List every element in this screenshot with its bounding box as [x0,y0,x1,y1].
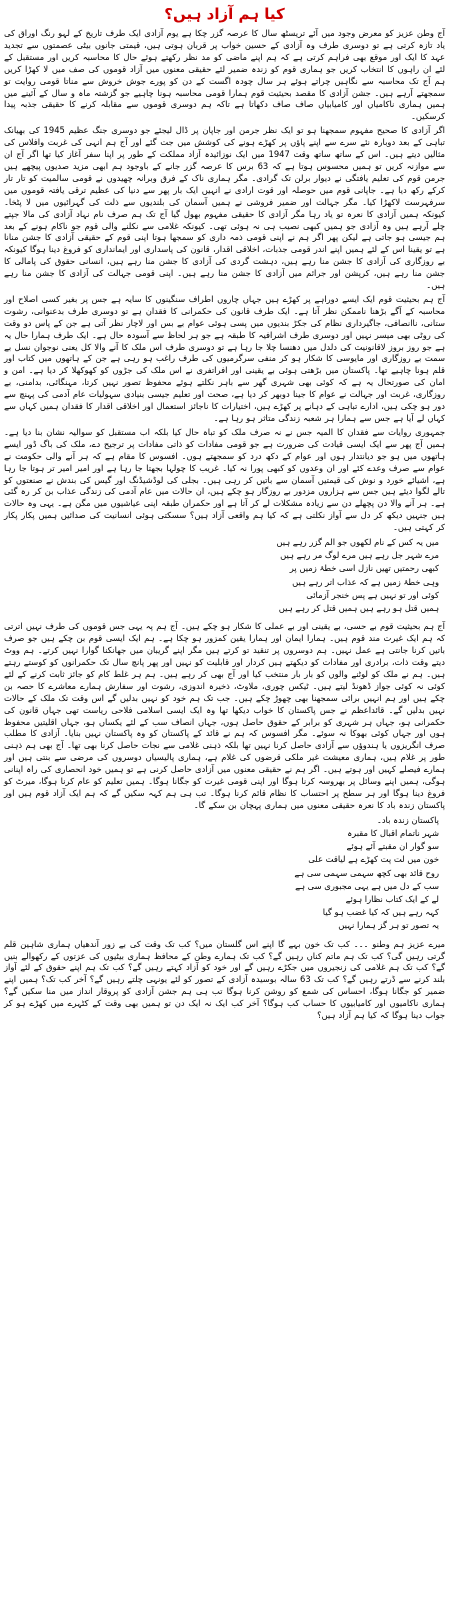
article-paragraph: جمہوری روایات سے فقدان کا المیہ جس نے نہ صرف ملک کو تباہ حال کیا بلکہ اب مستقبل کو سوالیہ نشان بنا دیا ہے۔ ہمیں آج پھر سے ایک ایسی قیادت کی ضرورت ہے جو قومی مفادات کو ذاتی مفادات پر ترجیح دے، ملک کی باگ ڈور ایسے ہاتھوں میں ہو جو دیانتدار ہوں اور عوام کے دکھ درد کو سمجھتے ہوں۔ افسوس کا مقام ہے کہ ہر آنے والی حکومت نے عوام سے صرف وعدے کئے اور ان وعدوں کو کبھی پورا نہ کیا۔ غریب کا چولہا بجھتا جا رہا ہے اور امیر امیر تر ہوتا جا رہا ہے، اشیائے خورد و نوش کی قیمتیں آسمان سے باتیں کر رہی ہیں۔ بجلی کی لوڈشیڈنگ اور گیس کی بندش نے صنعتوں کو تالے لگوا دیئے ہیں جس سے ہزاروں مزدور بے روزگار ہو چکے ہیں، ان حالات میں عام آدمی کی زندگی عذاب بن کر رہ گئی ہے۔ ہر آنے والا دن پچھلے دن سے زیادہ مشکلات لے کر آتا ہے اور حکمران طبقہ اپنی عیاشیوں میں مگن ہے۔ یہی وہ حالات ہیں جنہیں دیکھ کر دل سے آواز نکلتی ہے کہ کیا ہم واقعی آزاد ہیں؟ سسکتی ہوئی انسانیت کی صدائیں ہمیں پکار پکار کر کہتی ہیں۔ [4,426,445,533]
article-paragraph: آج ہم بحیثیت قوم ایک ایسے دوراہے پر کھڑے ہیں جہاں چاروں اطراف سنگینوں کا سایہ ہے جس پر بغیر کسی اصلاح اور محاسبہ کے آگے بڑھنا ناممکن نظر آتا ہے۔ ایک طرف قانون کی حکمرانی کا فقدان ہے تو دوسری طرف بدعنوانی، رشوت ستانی، ناانصافی، جاگیرداری نظام کی جکڑ بندیوں میں پسی ہوئی عوام بے بس اور لاچار نظر آتی ہے جن کے پاس دو وقت کی روٹی بھی میسر نہیں اور دوسری طرف اشرافیہ کا طبقہ ہے جو ہر لحاظ سے آسودہ حال ہے۔ ایک طرف ہمارا حال یہ ہے جو روز بروز لاقانونیت کی دلدل میں دھنسا چلا جا رہا ہے تو دوسری طرف اس ملک کا آنے والا کل یعنی نوجوان نسل بے سمت بے روزگاری اور مایوسی کا شکار ہو کر منفی سرگرمیوں کی طرف راغب ہو رہی ہے جن کے ہاتھوں میں کتاب اور قلم ہونا چاہیے تھا۔ پاکستان میں بڑھتی ہوئی بے یقینی اور افراتفری نے اس ملک کی جڑوں کو کھوکھلا کر دیا ہے۔ امن و امان کی صورتحال یہ ہے کہ کوئی بھی شہری گھر سے باہر نکلتے ہوئے محفوظ تصور نہیں کرتا، مہنگائی، بدامنی، بے روزگاری، غربت اور جہالت نے عوام کا جینا دوبھر کر دیا ہے، صحت اور تعلیم جیسی بنیادی سہولیات عام آدمی کی پہنچ سے دور ہو چکی ہیں، ادارے تباہی کے دہانے پر کھڑے ہیں، اختیارات کا ناجائز استعمال اور اخلاقی اقدار کا فقدان ہمیں کہاں سے کہاں لے آیا ہے جس سے ہمارا ہر شعبہ زندگی متاثر ہو رہا ہے۔ [4,293,445,423]
poem-line: کہہ رہے ہیں کہ کیا غضب ہو گیا [322,907,439,918]
poem-line: شہر ناتمام اقبال کا مقبرہ [347,827,439,838]
article-paragraph: آج وطن عزیز کو معرض وجود میں آئے تریسٹھ سال کا عرصہ گزر چکا ہے یوم آزادی ایک طرف تاریخ کے لہو رنگ اوراق کی یاد تازہ کرتی ہے تو دوسری طرف وہ آزادی کے حسین خواب پر قربان ہوتی ہیں، قیمتی جانوں بیٹی عصمتوں سے تجدید عہد کا ایک اور موقع بھی فراہم کرتی ہے کہ ہم اپنے ماضی کو مد نظر رکھتے ہوئے حال کا محاسبہ کریں اور مستقبل کے لئے ان راہوں کا انتخاب کریں جو ہماری قوم کو زندہ ضمیر لئے حقیقی معنوں میں آزاد قوموں کی صف میں لا کھڑا کریں ہم آج تک محاسبہ سے نگاہیں چراتے ہوئے ہر سال چودہ اگست کے دن کو پورے جوش خروش سے مناتا قومی روایت تو سمجھتے آرہے ہیں۔ جشن آزادی کا مقصد بحیثیت قوم ہمارا قومی محاسبہ ہونا چاہیے جو گزشتہ ماہ و سال کے آئینے میں ہمیں ہماری ناکامیاں اور کامیابیاں صاف صاف دکھاتا ہے تاکہ ہم دوسری قوموں سے مقابلہ کرنے کا حقیقی جذبہ پیدا کرسکیں۔ [4,28,445,122]
poem-line: خون میں لت پت کھڑے ہے لیاقت علی [308,854,439,865]
article-paragraph: آج ہم بحیثیت قوم بے حسی، بے یقینی اور بے عملی کا شکار ہو چکے ہیں۔ آج ہم پہ یہی جس قوموں کی طرف نہیں اترتی کہ ہم ایک غیرت مند قوم ہیں۔ ہمارا ایمان اور ہمارا یقین کمزور ہو چکا ہے۔ ہم ایک ایسی قوم بن چکے ہیں جو صرف باتیں کرنا جانتی ہے عمل نہیں۔ ہم دوسروں پر تنقید تو کرتے ہیں مگر اپنے گریبان میں جھانکنا گوارا نہیں کرتے۔ ہم ووٹ دیتے وقت ذات، برادری اور مفادات کو دیکھتے ہیں کردار اور قابلیت کو نہیں اور پھر پانچ سال تک حکمرانوں کو کوستے رہتے ہیں۔ ہم نے ملک کو لوٹنے والوں کو بار بار منتخب کیا اور آج بھی کر رہے ہیں۔ ہم ہر غلط کام کو جائز ثابت کرنے کے لئے کوئی نہ کوئی جواز ڈھونڈ لیتے ہیں۔ ٹیکس چوری، ملاوٹ، ذخیرہ اندوزی، رشوت اور سفارش ہمارے معاشرے کا حصہ بن چکے ہیں اور ہم انہیں برائی سمجھنا بھی چھوڑ چکے ہیں۔ جب تک ہم خود کو نہیں بدلیں گے اس وقت تک ملک کے حالات نہیں بدلیں گے۔ قائداعظم نے جس پاکستان کا خواب دیکھا تھا وہ ایک ایسی اسلامی فلاحی ریاست تھی جہاں قانون کی حکمرانی ہو، جہاں ہر شہری کو برابر کے حقوق حاصل ہوں، جہاں انصاف سب کے لئے یکساں ہو، جہاں اقلیتیں محفوظ ہوں اور جہاں کوئی بھوکا نہ سوئے۔ مگر افسوس کہ ہم نے قائد کے پاکستان کو وہ پاکستان نہیں بنایا۔ آزادی کا مطلب صرف انگریزوں یا ہندوؤں سے آزادی حاصل کرنا نہیں تھا بلکہ ذہنی غلامی سے نجات حاصل کرنا بھی تھا۔ آج بھی ہم ذہنی طور پر غلام ہیں، ہماری معیشت غیر ملکی قرضوں کی غلام ہے، ہماری پالیسیاں دوسروں کی مرضی سے بنتی ہیں اور ہمارے فیصلے کہیں اور ہوتے ہیں۔ اگر ہم نے حقیقی معنوں میں آزادی حاصل کرنی ہے تو ہمیں خود انحصاری کی راہ اپنانی ہوگی، ہمیں اپنے وسائل پر بھروسہ کرنا ہوگا اور اپنی قومی غیرت کو جگانا ہوگا۔ ہمیں تعلیم کو عام کرنا ہوگا، میرٹ کو فروغ دینا ہوگا اور ہر سطح پر احتساب کا نظام قائم کرنا ہوگا۔ تب ہی ہم کہہ سکیں گے کہ ہم ایک آزاد قوم ہیں اور پاکستان زندہ باد کا نعرہ حقیقی معنوں میں ہماری پہچان بن سکے گا۔ [4,621,445,810]
poem-line: پاکستان زندہ باد۔ [376,814,439,825]
poem-block [4,814,445,933]
poem-line: یہ تصور تو ہر گز ہمارا نہیں [338,920,439,931]
poem-line: سب کے دل میں ہے یہی مجبوری سی ہے [295,880,439,891]
article-paragraph: اگر آزادی کا صحیح مفہوم سمجھنا ہو تو ایک نظر جرمن اور جاپان پر ڈال لیجئے جو دوسری جنگ عظیم 1945 کی بھیانک تباہی کے بعد دوبارہ نئے سرے سے اپنے پاؤں پر کھڑے ہونے کی کوشش میں جت گئے اور آج ہم انہی کی غربت وافلاس کی مثالیں دیتے ہیں۔ اس کے ساتھ ساتھ وقت 1947 میں ایک نوزائیدہ آزاد مملکت کے طور پر اپنا سفر آغاز کیا تھا اگر آج ان سے موازنہ کریں تو ہمیں محسوس ہوتا ہے کہ 63 برس کا عرصہ گزر جانے کے باوجود ہم ابھی مزید صدیوں پیچھے ہیں جرمن قوم کی تعلیم یافتگی نے دیوار برلن تک گرادی۔ مگر ہماری ناک کے فرق وبرانہ چھیدوں نے قومی سالمیت کو تار تار کرکے رکھ دیا ہے۔ جاپانی قوم میں حوصلہ اور قوت ارادی نے انہیں ایک بار پھر سے دنیا کی عظیم ترقی یافتہ قوموں میں سرفہرست لاکھڑا کیا۔ مگر جہالت اور ضمیر فروشی نے ہمیں آسمان کی بلندیوں سے ذلت کی گہرائیوں میں لا پٹخا۔ کیونکہ ہمیں آزادی کا نعرہ تو یاد رہا مگر آزادی کا حقیقی مفہوم بھول گیا آج تک ہم صرف نام نہاد آزادی کی مالا جپتے چلے آرہے ہیں وہ آزادی جو ہمیں کبھی نصیب ہی نہ ہوئی تھی۔ کیونکہ غلامی سے نکلنے والی قوم جو ناکام ہونے کے بعد ہم جیسی ہو جاتی ہے لیکن پھر اگر ہم نے اپنی قومی ذمہ داری کو سمجھا ہوتا اپنی قوم کے حقیقی آزادی کا جشن منانا ہے تو یقینا اس کے لئے ہمیں اپنے اندر قومی جذبات، اخلاقی اقدار، قانون کی پاسداری اور ایمانداری کو فروغ دینا ہوگا کیونکہ بے روزگاری کی آزادی کا جشن منا رہے ہیں، دہشت گردی کی آزادی کا جشن منا رہے ہیں، انسانی حقوق کی پامالی کا جشن منا رہے ہیں، کرپشن اور جرائم میں آزادی کا جشن منا رہے ہیں۔ اپنی قومی جہالت کی آزادی کا جشن منا رہے ہیں۔ [4,125,446,291]
poem-line: سو گوار ان مقبتے آئے ہوئے [346,841,439,852]
poem-line: مرے شہر جل رہے ہیں مرے لوگ مر رہے ہیں [280,550,439,561]
article-title: کیا ہم آزاد ہیں؟ [164,5,285,23]
poem-line: وہی خطۂ زمیں ہے کہ عذاب اتر رہے ہیں [292,576,439,587]
poem-line: ہمیں قتل ہو رہے ہیں ہمیں قتل کر رہے ہیں [278,603,439,614]
poem-line: لے کے ایک کتاب نظارا ہوئے [345,894,439,904]
poem-line: روح قائد بھی کچھ سہمی سہمی سی ہے [294,867,439,878]
poem-line: میں یہ کس کے نام لکھوں جو الم گزر رہے ہیں [276,537,439,548]
closing-paragraph: میرے عزیز ہم وطنو ۔۔۔ کب تک خون بہے گا اپنے اس گلستان میں؟ کب تک وقت کی بے زور آندھیاں ہماری شاہین قلم گرتی رہیں گی؟ کب تک ہم ماتم کناں رہیں گے؟ کب تک ہمارے وطن کے محافظ ہماری بیٹیوں کی عزتوں کے رکھوالے بنیں گے؟ کب تک ہم غلامی کی زنجیروں میں جکڑے رہیں گے اور خود کو آزاد کہتے رہیں گے؟ کب تک ہم اپنے حقوق کے لئے آواز بلند کرنے سے ڈرتے رہیں گے؟ کب تک 63 سالہ بوسیدہ آزادی کے تصور کو لئے یونہی چلتے رہیں گے؟ آخر کب تک؟ ہمیں اپنے ضمیر کو جگانا ہوگا، احساس کی شمع کو روشن کرنا ہوگا تب ہی ہم جشن آزادی کو پروقار انداز میں منا سکیں گے؟ ہماری ناکامیوں اور کامیابیوں کا حساب کب ہوگا؟ آخر کب ایک نہ ایک دن تو ہمیں بھی وقت کے کٹہرے میں کھڑے ہو کر جواب دینا ہوگا کہ کیا ہم آزاد ہیں؟ [4,938,445,1021]
poem-block [4,536,445,615]
poem-line: کوئی اور تو نہیں ہے پس خنجر آزمائی [306,589,439,600]
poem-line: کبھی رحمتیں تھیں نازل اسی خطۂ زمیں پر [289,563,439,574]
